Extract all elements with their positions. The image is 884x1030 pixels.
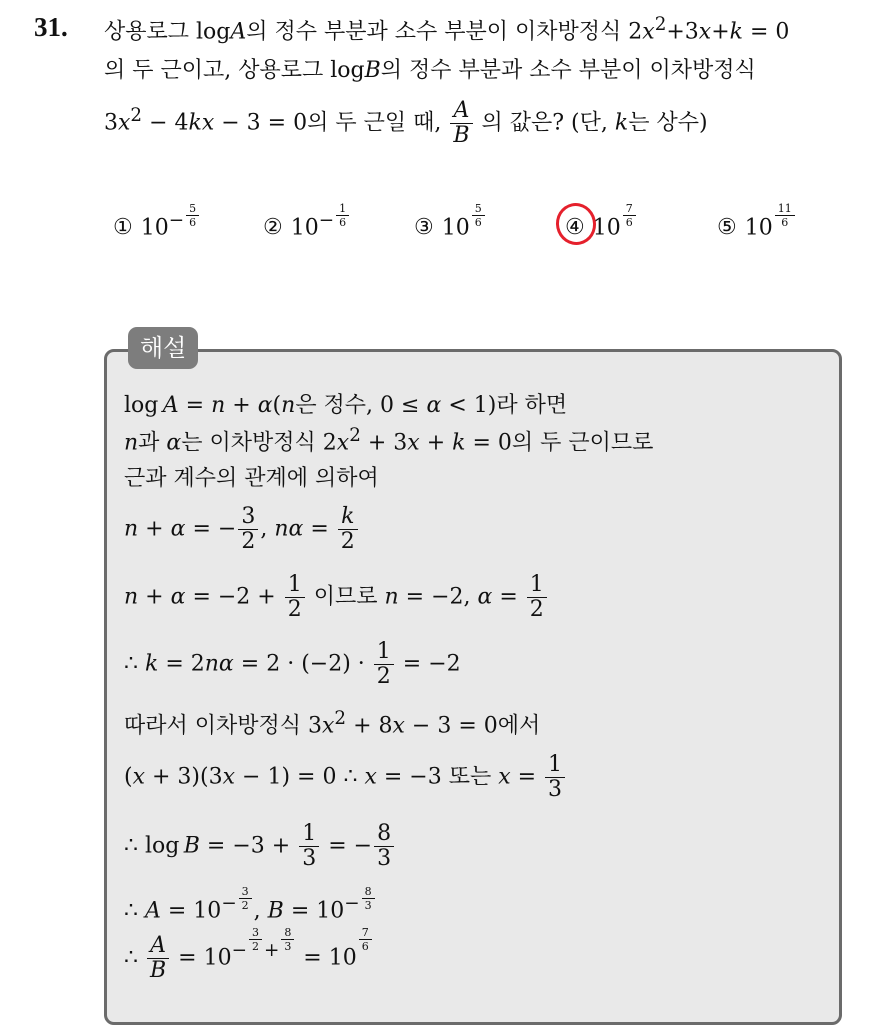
var-x: x (698, 19, 712, 45)
var-x: x (642, 19, 655, 45)
numerator: 3 (249, 926, 262, 940)
denominator: 3 (284, 939, 292, 953)
var-x: x (222, 764, 236, 790)
numerator: 7 (359, 926, 372, 940)
choice-number: ① (113, 215, 133, 241)
var-B: B (183, 833, 200, 859)
text: + 3 (360, 430, 408, 456)
fraction (285, 573, 305, 622)
var-A: A (230, 19, 247, 45)
var-alpha: α (257, 393, 273, 418)
numerator: A (450, 99, 472, 124)
text: + (225, 393, 258, 418)
text: = −2 (395, 651, 461, 677)
choice-number: ② (263, 215, 283, 241)
text: 의 정수 부분과 소수 부분이 이차방정식 2 (246, 19, 643, 45)
text: 근과 계수의 관계에 의하여 (124, 466, 379, 491)
var-x: x (118, 110, 131, 136)
choice-base: 10 (140, 215, 169, 241)
numerator: 1 (285, 573, 305, 598)
exp-sign: − (318, 210, 335, 231)
text: < 1)라 하면 (441, 393, 568, 418)
denominator: 6 (189, 215, 197, 229)
choice-1[interactable] (113, 201, 201, 241)
var-n: n (281, 393, 296, 418)
exponent-fraction (249, 926, 262, 953)
numerator: 7 (623, 202, 636, 216)
var-alpha: α (170, 516, 186, 542)
text: − 4 (142, 110, 189, 136)
exponent-fraction (239, 885, 252, 912)
text: = − (321, 833, 373, 859)
choice-number: ③ (414, 215, 434, 241)
numerator: 5 (186, 202, 199, 216)
var-n: n (384, 584, 399, 610)
text: ( (124, 764, 133, 790)
denominator: 2 (376, 664, 391, 689)
text: + (419, 430, 453, 456)
var-A: A (145, 898, 161, 924)
text: + 3)(3 (145, 764, 223, 790)
denominator: 2 (241, 529, 256, 554)
exp-sign: − (168, 210, 185, 231)
exponent-fraction (472, 202, 485, 229)
fraction-A-over-B (450, 99, 472, 148)
var-k: k (614, 110, 629, 136)
var-A: A (162, 393, 179, 418)
solution-tab: 해설 (128, 327, 198, 369)
var-n-alpha: nα (274, 516, 304, 542)
denominator: 6 (474, 215, 482, 229)
text: ∴ (124, 898, 145, 924)
text: log (124, 393, 159, 418)
denominator: 2 (287, 597, 302, 622)
exponent-fraction (623, 202, 636, 229)
solution-line-10 (124, 884, 377, 924)
var-x: x (364, 764, 377, 790)
text: + (711, 19, 730, 45)
numerator: 3 (239, 885, 252, 899)
text: = 0의 두 근이므로 (465, 430, 654, 456)
text: = 10 (283, 898, 345, 924)
text: − 3 = 0에서 (404, 713, 541, 739)
exp-sign: − (231, 940, 247, 962)
var-B: B (364, 58, 381, 83)
numerator: A (147, 934, 169, 959)
fraction (299, 822, 319, 871)
denominator: B (453, 123, 470, 148)
choice-base: 10 (290, 215, 319, 241)
text: 는 이차방정식 2 (181, 430, 337, 456)
solution-line-7 (124, 708, 540, 739)
text: + (138, 516, 171, 542)
var-n: n (124, 584, 139, 610)
question-line-3 (104, 99, 708, 148)
text: 의 두 근이고, 상용로그 log (104, 58, 365, 83)
choice-5[interactable] (717, 201, 797, 241)
denominator: 2 (241, 898, 249, 912)
solution-line-3 (124, 461, 379, 492)
numerator: 11 (775, 202, 795, 216)
text: = 10 (296, 945, 357, 971)
text: 은 정수, 0 ≤ (295, 393, 427, 418)
numerator: k (338, 505, 358, 530)
exponent-fraction (775, 202, 795, 229)
exp-sign: + (263, 940, 280, 962)
choice-number: ⑤ (717, 215, 737, 241)
question-line-1 (104, 14, 789, 45)
text: 는 상수) (628, 110, 708, 136)
fraction-A-over-B (147, 934, 169, 983)
exp-sign: − (221, 893, 237, 914)
denominator: 6 (625, 215, 633, 229)
solution-line-1 (124, 388, 567, 419)
text: = −3 + (199, 833, 298, 859)
numerator: 8 (281, 926, 294, 940)
exponent-fraction (281, 926, 294, 953)
choice-number: ④ (565, 215, 585, 241)
text: 상용로그 log (104, 19, 231, 45)
var-n: n (124, 516, 139, 542)
denominator: 6 (339, 215, 347, 229)
answer-circle-mark (552, 199, 600, 248)
numerator: 5 (472, 202, 485, 216)
numerator: 1 (527, 573, 547, 598)
var-alpha: α (170, 584, 186, 610)
numerator: 8 (362, 885, 375, 899)
exponent: 2 (349, 425, 361, 446)
text: = − (185, 516, 237, 542)
text: + (138, 584, 171, 610)
exponent-fraction (362, 885, 375, 912)
denominator: 3 (377, 846, 392, 871)
text: = −3 또는 (376, 764, 499, 790)
exponent-fraction (186, 202, 199, 229)
solution-line-8 (124, 753, 567, 802)
numerator: 1 (336, 202, 349, 216)
fraction (545, 753, 565, 802)
var-k: k (145, 651, 159, 677)
fraction (374, 640, 394, 689)
text: , (253, 898, 268, 924)
text: ∴ (124, 945, 145, 971)
denominator: 3 (364, 898, 372, 912)
choice-base: 10 (592, 215, 621, 241)
text: , (260, 516, 275, 542)
var-n: n (211, 393, 226, 418)
text: = 0 (743, 19, 790, 45)
exponent: 2 (130, 105, 143, 127)
text: = 10 (160, 898, 222, 924)
text: = −2, (398, 584, 478, 610)
text: 의 정수 부분과 소수 부분이 이차방정식 (380, 58, 756, 83)
choice-base: 10 (744, 215, 773, 241)
var-x: x (322, 713, 335, 739)
denominator: B (150, 958, 167, 983)
solution-line-2 (124, 425, 653, 456)
text: + 8 (346, 713, 393, 739)
fraction (238, 505, 258, 554)
var-x: x (498, 764, 511, 790)
denominator: 2 (340, 529, 355, 554)
text: +3 (666, 19, 699, 45)
text: 따라서 이차방정식 3 (124, 713, 322, 739)
solution-line-9 (124, 822, 396, 871)
solution-line-4 (124, 505, 360, 554)
var-alpha: α (166, 430, 182, 456)
var-k: k (729, 19, 743, 45)
var-x: x (132, 764, 146, 790)
choice-2[interactable] (263, 201, 351, 241)
var-n: n (124, 430, 139, 456)
text: 3 (104, 110, 118, 136)
exponent: 2 (654, 14, 667, 35)
text: = (510, 764, 544, 790)
exponent-fraction (336, 202, 349, 229)
text: = −2 + (185, 584, 283, 610)
fraction (338, 505, 358, 554)
numerator: 1 (374, 640, 394, 665)
numerator: 1 (545, 753, 565, 778)
exponent: 2 (334, 708, 347, 729)
question-number: 31. (34, 12, 68, 42)
text: ∴ (124, 651, 145, 677)
text: ( (272, 393, 282, 418)
exp-sign: − (344, 893, 360, 914)
numerator: 1 (299, 822, 319, 847)
numerator: 8 (374, 822, 394, 847)
text: = 10 (171, 945, 232, 971)
solution-line-11 (124, 925, 374, 983)
solution-line-5 (124, 573, 549, 622)
denominator: 6 (361, 939, 369, 953)
text: = 2 (158, 651, 205, 677)
var-x: x (407, 430, 420, 456)
var-k: k (452, 430, 466, 456)
text: = (303, 516, 336, 542)
denominator: 3 (302, 846, 317, 871)
text: − 3 = 0의 두 근일 때, (214, 110, 449, 136)
text: 과 (138, 430, 167, 456)
var-x: x (336, 430, 350, 456)
denominator: 6 (781, 215, 789, 229)
var-x: x (392, 713, 405, 739)
text: = 2 · (−2) · (233, 651, 372, 677)
text: − 1) = 0 ∴ (235, 764, 365, 790)
question-line-2 (104, 53, 756, 84)
var-n-alpha: nα (204, 651, 234, 677)
text: ∴ log (124, 833, 180, 859)
denominator: 2 (529, 597, 544, 622)
numerator: 3 (238, 505, 258, 530)
text: = (178, 393, 212, 418)
denominator: 3 (548, 777, 563, 802)
denominator: 2 (251, 939, 259, 953)
var-alpha: α (477, 584, 493, 610)
fraction (527, 573, 547, 622)
text: 이므로 (306, 584, 385, 610)
choice-3[interactable] (414, 201, 487, 241)
text: 의 값은? (단, (474, 110, 615, 136)
exponent-fraction (359, 926, 372, 953)
solution-line-6 (124, 640, 461, 689)
var-alpha: α (426, 393, 442, 418)
choice-base: 10 (441, 215, 470, 241)
var-B: B (267, 898, 284, 924)
fraction (374, 822, 394, 871)
var-kx: kx (188, 110, 215, 136)
text: = (492, 584, 525, 610)
